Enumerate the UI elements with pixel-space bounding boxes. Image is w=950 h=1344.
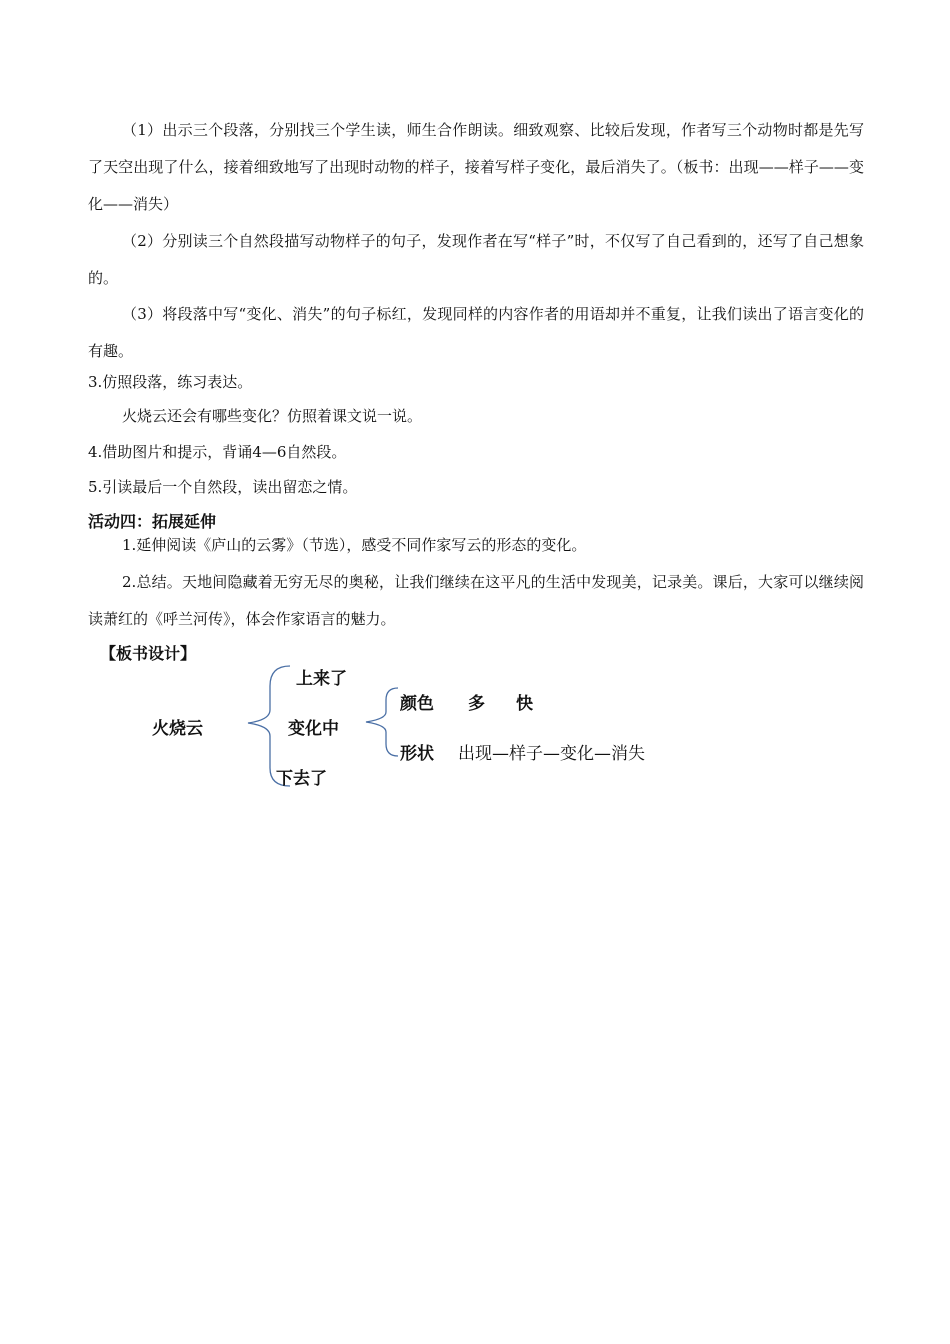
paragraph-step-2: （2）分别读三个自然段描写动物样子的句子，发现作者在写“样子”时，不仅写了自己看到的，还写了自己想象的。 (88, 232, 864, 287)
list-item-3: 3.仿照段落，练习表达。 (88, 373, 253, 391)
board-branch-up: 上来了 (296, 669, 347, 689)
activity-4-item-2: 2.总结。天地间隐藏着无穷无尽的奥秘，让我们继续在这平凡的生活中发现美，记录美。课后，大家可以继续阅读萧红的《呼兰河传》，体会作家语言的魅力。 (88, 573, 864, 628)
board-color-value-1: 多 (468, 694, 485, 714)
list-item-4: 4.借助图片和提示，背诵4—6自然段。 (88, 443, 347, 461)
board-color-label: 颜色 (400, 694, 434, 714)
activity-4-heading: 活动四：拓展延伸 (88, 512, 217, 531)
list-item-3-sub: 火烧云还会有哪些变化？仿照着课文说一说。 (122, 407, 423, 425)
board-shape-label: 形状 (400, 744, 434, 764)
board-branch-down: 下去了 (276, 769, 327, 789)
sub-brace (366, 688, 398, 756)
board-shape-value: 出现—样子—变化—消失 (458, 744, 645, 764)
board-design-heading: 【板书设计】 (100, 644, 197, 663)
board-color-value-2: 快 (516, 694, 533, 714)
paragraph-step-1: （1）出示三个段落，分别找三个学生读，师生合作朗读。细致观察、比较后发现，作者写三个动物时都是先写了天空出现了什么，接着细致地写了出现时动物的样子，接着写样子变化，最后消失了。（板书：出现——样子——变化——消失） (88, 121, 864, 213)
paragraph-step-3: （3）将段落中写“变化、消失”的句子标红，发现同样的内容作者的用语却并不重复，让我们读出了语言变化的有趣。 (88, 305, 864, 360)
board-root: 火烧云 (152, 719, 203, 739)
activity-4-item-1: 1.延伸阅读《庐山的云雾》（节选），感受不同作家写云的形态的变化。 (122, 536, 587, 554)
list-item-5: 5.引读最后一个自然段，读出留恋之情。 (88, 478, 358, 496)
board-branch-change: 变化中 (288, 719, 339, 739)
